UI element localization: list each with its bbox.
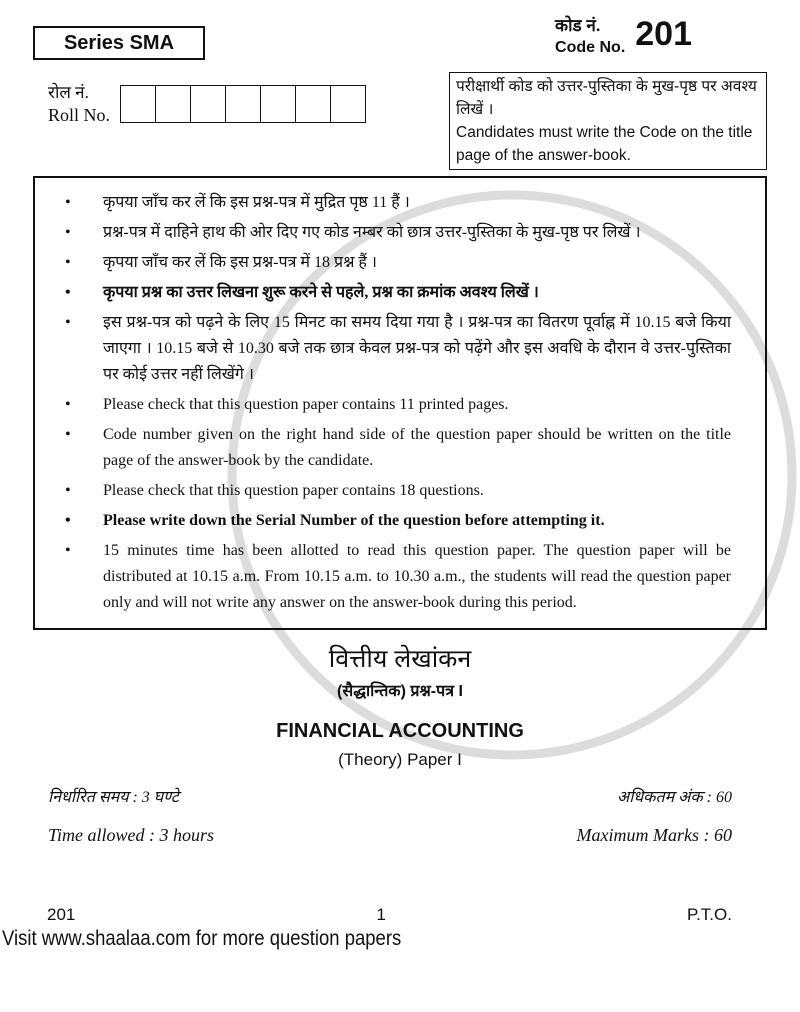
time-allowed: Time allowed : 3 hours (48, 825, 215, 845)
roll-number-block (48, 82, 366, 126)
time-hindi: निर्धारित समय : 3 घण्टे (48, 789, 179, 806)
instruction-item (65, 310, 731, 388)
instruction-text: कृपया जाँच कर लें कि इस प्रश्न-पत्र में मुद्रित पृष्ठ 11 हैं । (103, 194, 410, 211)
roll-digit-box[interactable] (331, 86, 365, 122)
code-notice-box (449, 72, 767, 170)
instruction-item (65, 250, 731, 276)
instruction-item (65, 190, 731, 216)
series-label: Series SMA (33, 26, 205, 60)
meta-row-hindi (33, 786, 767, 810)
roll-digit-box[interactable] (296, 86, 331, 122)
bullet: • (65, 254, 71, 271)
instruction-text: Please check that this question paper contains 11 printed pages. (103, 396, 509, 413)
bullet: • (65, 512, 71, 529)
roll-digit-box[interactable] (226, 86, 261, 122)
meta-row-english (33, 822, 767, 848)
instruction-text: Code number given on the right hand side of the question paper should be written on the title page of the answer-book by the candidate. (103, 426, 731, 469)
visit-link[interactable]: Visit www.shaalaa.com for more question papers (2, 927, 402, 950)
instruction-text: कृपया प्रश्न का उत्तर लिखना शुरू करने से पहले, प्रश्न का क्रमांक अवश्य लिखें । (103, 284, 539, 301)
code-block (555, 14, 692, 58)
roll-labels (48, 82, 110, 126)
pto-label: P.T.O. (686, 905, 732, 924)
roll-notice-row (33, 72, 767, 170)
instruction-text: Please check that this question paper contains 18 questions. (103, 482, 484, 499)
instruction-text: प्रश्न-पत्र में दाहिने हाथ की ओर दिए गए कोड नम्बर को छात्र उत्तर-पुस्तिका के मुख-पृष्ठ पर लिखें । (103, 224, 641, 241)
instruction-item (65, 392, 731, 418)
bullet: • (65, 284, 71, 301)
roll-digit-box[interactable] (261, 86, 296, 122)
notice-english: Candidates must write the Code on the title page of the answer-book. (456, 124, 753, 164)
title-hindi: वित्तीय लेखांकन (328, 645, 472, 673)
marks-hindi: अधिकतम अंक : 60 (616, 789, 732, 806)
code-number: 201 (635, 15, 692, 53)
bullet: • (65, 396, 71, 413)
instruction-text: इस प्रश्न-पत्र को पढ़ने के लिए 15 मिनट का समय दिया गया है । प्रश्न-पत्र का वितरण पूर्वाह्न में 10.15 बजे किया जाएगा । 10.15 बजे से 10.30 बजे तक छात्र केवल प्रश्न-पत्र को पढ़ेंगे और इस अवधि के दौरान वे उत्तर-पुस्तिका पर कोई उत्तर नहीं लिखेंगे । (103, 314, 731, 383)
bullet: • (65, 314, 71, 331)
code-label: Code No. (555, 39, 626, 56)
roll-number-boxes[interactable] (120, 85, 366, 123)
instruction-item (65, 478, 731, 504)
roll-label-hindi: रोल नं. (48, 83, 89, 102)
bullet: • (65, 482, 71, 499)
maximum-marks: Maximum Marks : 60 (576, 825, 732, 845)
notice-hindi: परीक्षार्थी कोड को उत्तर-पुस्तिका के मुख-पृष्ठ पर अवश्य लिखें । (456, 78, 757, 118)
roll-digit-box[interactable] (156, 86, 191, 122)
bullet: • (65, 224, 71, 241)
instruction-item (65, 220, 731, 246)
bullet: • (65, 194, 71, 211)
instruction-text: 15 minutes time has been allotted to read this question paper. The question paper will be distributed at 10.15 a.m. From 10.15 a.m. to 10.30 a.m., the students will read the question paper only and will not write any answer on the answer-book during this period. (103, 542, 731, 611)
bullet: • (65, 426, 71, 443)
instruction-item (65, 538, 731, 616)
roll-digit-box[interactable] (121, 86, 156, 122)
instruction-item (65, 280, 731, 306)
footer-row (33, 904, 767, 926)
roll-digit-box[interactable] (191, 86, 226, 122)
subtitle-hindi: (सैद्धान्तिक) प्रश्न-पत्र I (337, 683, 463, 700)
code-label-hindi: कोड नं. (555, 16, 601, 35)
roll-label: Roll No. (48, 105, 111, 125)
page-number: 1 (376, 905, 386, 924)
instruction-text: कृपया जाँच कर लें कि इस प्रश्न-पत्र में 18 प्रश्न हैं । (103, 254, 377, 271)
header-row (33, 14, 767, 60)
footer-code: 201 (47, 905, 76, 924)
subtitle-english: (Theory) Paper I (338, 750, 462, 769)
instruction-text: Please write down the Serial Number of the question before attempting it. (103, 512, 605, 529)
instructions-box (33, 176, 767, 630)
instruction-item (65, 422, 731, 474)
bullet: • (65, 542, 71, 559)
instruction-item (65, 508, 731, 534)
code-labels (555, 14, 625, 58)
title-block (33, 642, 767, 772)
title-english: FINANCIAL ACCOUNTING (276, 720, 524, 742)
